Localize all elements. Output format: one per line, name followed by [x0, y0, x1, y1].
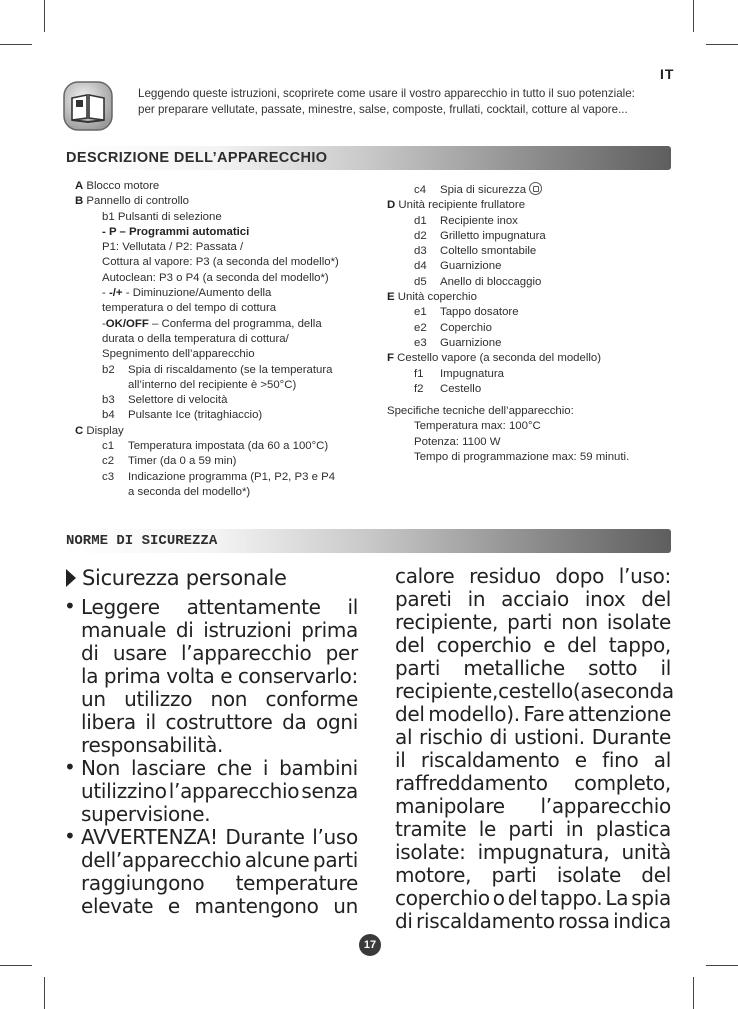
description-text: Cestello vapore (a seconda del modello)	[393, 352, 602, 365]
word: manuale	[81, 618, 167, 642]
word: manipolare	[395, 794, 505, 818]
description-text: Timer (da 0 a 59 min)	[128, 455, 237, 468]
text-line	[395, 772, 671, 795]
safety-left-column	[81, 596, 358, 918]
word: coperchio	[395, 886, 490, 910]
word: non	[210, 687, 248, 711]
word: al	[653, 748, 671, 772]
word: per	[325, 641, 358, 665]
text-line	[395, 795, 671, 818]
component-letter: E	[387, 291, 395, 304]
text-line	[395, 634, 671, 657]
word: (a	[572, 679, 593, 703]
word: un	[81, 687, 106, 711]
word: elevate	[81, 894, 154, 918]
description-text: Guarnizione	[440, 260, 502, 273]
component-code: d2	[414, 229, 427, 242]
description-right-column	[387, 182, 687, 397]
word: il	[145, 710, 156, 734]
bullet-icon: •	[64, 824, 76, 848]
word: del	[395, 702, 425, 726]
text-line	[81, 596, 358, 619]
component-letter: F	[387, 352, 394, 365]
bold-label: -/+	[108, 287, 123, 300]
word: dopo	[555, 564, 605, 588]
component-code: d5	[414, 275, 427, 288]
word: cestello	[498, 679, 573, 703]
word: il	[347, 595, 358, 619]
word: La	[605, 886, 629, 910]
word: parti	[491, 863, 537, 887]
word: isolate:	[395, 840, 466, 864]
text-line	[395, 887, 671, 910]
section-bar-description	[62, 146, 671, 170]
word: del	[641, 863, 671, 887]
word: spia	[631, 886, 671, 910]
component-code: d1	[414, 214, 427, 227]
description-row	[387, 336, 687, 351]
word: isolate	[556, 863, 621, 887]
description-row	[75, 424, 375, 439]
description-row	[75, 179, 375, 194]
word: modello).	[428, 702, 520, 726]
word: l’apparecchio	[540, 794, 671, 818]
intro-line: Leggendo queste istruzioni, scoprirete come usare il vostro apparecchio in tutto il suo potenziale:	[138, 87, 635, 100]
component-code: e2	[414, 321, 427, 334]
word: i	[262, 756, 269, 780]
word: indica	[613, 909, 671, 933]
word: attenzione	[567, 702, 671, 726]
text-line	[395, 657, 671, 680]
word: prima	[301, 618, 358, 642]
word: rossa	[558, 909, 610, 933]
word: conforme	[265, 687, 358, 711]
bold-label: OK/OFF	[105, 317, 149, 330]
description-text: Spia di sicurezza	[440, 184, 527, 196]
bold-label: - P – Programmi automatici	[102, 225, 250, 238]
word: ustioni.	[513, 725, 585, 749]
description-text: Cestello	[440, 382, 482, 395]
word: l’uso:	[618, 564, 671, 588]
word: fino	[602, 748, 639, 772]
prefix: -	[102, 317, 106, 330]
text-line	[81, 642, 358, 665]
safety-heading-text: Sicurezza personale	[82, 566, 287, 590]
description-row	[75, 240, 375, 255]
component-code: b2	[102, 363, 115, 376]
word: sotto	[588, 656, 638, 680]
text-line	[81, 849, 358, 872]
crop-mark	[44, 0, 45, 32]
component-code: e3	[414, 336, 427, 349]
word: parti	[508, 817, 554, 841]
description-row	[75, 271, 375, 286]
word: senza	[301, 779, 358, 803]
description-row	[387, 229, 687, 244]
word: Durante	[591, 725, 671, 749]
crop-mark	[693, 977, 694, 1009]
crop-mark	[0, 44, 32, 45]
description-text: Temperatura impostata (da 60 a 100°C)	[128, 440, 329, 453]
word: e	[574, 748, 587, 772]
description-row	[75, 332, 375, 347]
word: la	[81, 664, 99, 688]
description-row	[387, 259, 687, 274]
word: tappo.	[540, 886, 603, 910]
word: dell’apparecchio	[81, 848, 242, 872]
intro-text	[138, 86, 678, 117]
word: di	[175, 618, 194, 642]
triangle-bullet-icon	[66, 569, 76, 587]
word: attentamente	[186, 595, 321, 619]
section-title: NORME DI SICUREZZA	[66, 533, 218, 549]
text-line	[395, 726, 671, 749]
description-row	[75, 485, 375, 500]
word: usare	[112, 641, 167, 665]
word: di	[81, 641, 99, 665]
text-line	[395, 679, 674, 703]
word: motore,	[395, 863, 472, 887]
word: parti	[395, 656, 441, 680]
text-line	[81, 895, 358, 918]
word: del	[395, 633, 425, 657]
word: parti	[312, 848, 358, 872]
description-row	[75, 301, 375, 316]
component-code: f1	[414, 367, 424, 380]
description-text: Unità coperchio	[394, 291, 477, 304]
component-code: f2	[414, 382, 424, 395]
text-line	[81, 757, 358, 780]
word: recipiente,	[395, 679, 499, 703]
word: che	[216, 756, 252, 780]
text-line	[395, 841, 671, 864]
word: metalliche	[463, 656, 565, 680]
word: pareti	[395, 587, 452, 611]
spec-item: Temperatura max: 100°C	[414, 420, 541, 433]
word: non	[561, 610, 598, 634]
word: prima	[103, 664, 161, 688]
word: di	[489, 725, 508, 749]
description-text: Tappo dosatore	[440, 306, 519, 319]
text-line	[81, 826, 358, 849]
description-text: Pannello di controllo	[83, 195, 189, 208]
component-code: c4	[414, 184, 427, 196]
word: lasciare	[131, 756, 206, 780]
description-row	[387, 275, 687, 290]
word: il	[395, 748, 406, 772]
word: al	[395, 725, 413, 749]
word: del	[641, 587, 671, 611]
spec-item: Potenza: 1100 W	[414, 435, 501, 448]
component-code: e1	[414, 306, 427, 319]
description-row	[75, 363, 375, 378]
description-row	[387, 367, 687, 382]
word: Durante	[225, 825, 305, 849]
section-bar-safety	[62, 529, 671, 553]
word: istruzioni	[203, 618, 292, 642]
description-text: Impugnatura	[440, 367, 504, 380]
description-text: Spegnimento dell’apparecchio	[102, 348, 255, 361]
word: tappo,	[608, 633, 671, 657]
word: inox	[584, 587, 626, 611]
description-text: – Conferma del programma, della	[148, 317, 322, 330]
description-row	[387, 321, 687, 336]
word: Leggere	[81, 595, 160, 619]
word: rischio	[419, 725, 483, 749]
description-row	[387, 198, 687, 213]
component-code: b4	[102, 409, 115, 422]
description-row	[387, 351, 687, 366]
description-text: Pulsante Ice (tritaghiaccio)	[128, 409, 263, 422]
word: del	[567, 633, 597, 657]
text-line	[81, 688, 358, 711]
description-row	[75, 317, 375, 332]
word: libera	[81, 710, 136, 734]
word: l’uso	[312, 825, 358, 849]
text-line	[81, 872, 358, 895]
description-text: Coltello smontabile	[440, 245, 537, 258]
text-line	[81, 780, 358, 803]
text-line	[395, 864, 671, 887]
description-text: a seconda del modello*)	[128, 485, 251, 498]
component-code: b3	[102, 394, 115, 407]
word: utilizzo	[124, 687, 193, 711]
description-text: Grilletto impugnatura	[440, 229, 546, 242]
component-code: c3	[102, 470, 115, 483]
description-text: all’interno del recipiente è >50°C)	[128, 378, 297, 391]
word: e	[543, 633, 556, 657]
description-text: Spia di riscaldamento (se la temperatura	[128, 363, 333, 376]
page-number: 17	[359, 934, 381, 956]
safety-right-column	[395, 564, 674, 933]
word: unità	[621, 840, 671, 864]
word: parti	[507, 610, 553, 634]
description-row	[75, 210, 375, 225]
word: calore	[395, 564, 455, 588]
word: del	[507, 886, 538, 910]
crop-mark	[706, 965, 738, 966]
specs-title: Specifiche tecniche dell’apparecchio:	[387, 405, 574, 417]
description-text: Selettore di velocità	[128, 394, 228, 407]
description-text: Autoclean: P3 o P4 (a seconda del modello*)	[102, 271, 329, 284]
safety-heading	[66, 566, 287, 590]
word: plastica	[595, 817, 671, 841]
word: temperature	[235, 871, 358, 895]
word: completo,	[573, 771, 671, 795]
description-left-column	[75, 179, 375, 500]
word: isolate	[606, 610, 671, 634]
word: ogni	[316, 710, 358, 734]
description-text: P1: Vellutata / P2: Passata /	[102, 241, 244, 254]
text-line	[395, 588, 671, 611]
word: recipiente,	[395, 610, 499, 634]
word: alcune	[244, 848, 310, 872]
language-code: IT	[660, 66, 675, 82]
word: responsabilità.	[81, 733, 224, 757]
description-row	[75, 470, 375, 485]
word: il	[660, 656, 671, 680]
description-row	[75, 454, 375, 469]
word: costruttore	[165, 710, 273, 734]
description-row	[75, 378, 375, 393]
component-letter: D	[387, 199, 396, 212]
description-text: Cottura al vapore: P3 (a seconda del modello*)	[102, 256, 339, 269]
section-title: DESCRIZIONE DELL’APPARECCHIO	[66, 150, 328, 166]
word: seconda	[592, 679, 674, 703]
word: bambini	[279, 756, 358, 780]
text-line	[395, 910, 671, 933]
component-letter: C	[75, 424, 84, 437]
component-letter: A	[75, 180, 84, 192]
description-row	[387, 305, 687, 320]
text-line	[395, 749, 671, 772]
description-row	[387, 290, 687, 305]
text-line	[81, 665, 358, 688]
component-code: c2	[102, 455, 115, 468]
description-row	[75, 286, 375, 301]
description-row	[387, 382, 687, 397]
description-text: b1 Pulsanti di selezione	[102, 210, 222, 223]
manual-book-icon	[62, 80, 114, 132]
description-row	[75, 393, 375, 408]
word: conservarlo:	[237, 664, 358, 688]
lock-icon	[529, 182, 542, 195]
component-letter: B	[75, 195, 84, 208]
text-line	[395, 565, 671, 588]
description-text: durata o della temperatura di cottura/	[102, 332, 289, 345]
specs-block	[387, 404, 629, 465]
bullet-icon: •	[64, 755, 76, 779]
text-line	[395, 818, 671, 841]
word: l’apparecchio	[168, 779, 300, 803]
word: acciaio	[501, 587, 569, 611]
description-text: Unità recipiente frullatore	[395, 199, 526, 212]
description-text: Coperchio	[440, 321, 492, 334]
word: coperchio	[436, 633, 532, 657]
word: l’apparecchio	[180, 641, 312, 665]
word: AVVERTENZA!	[81, 825, 218, 849]
description-row	[387, 244, 687, 259]
word: un	[333, 894, 358, 918]
word: tramite	[395, 817, 467, 841]
text-line	[81, 803, 358, 826]
word: utilizzino	[81, 779, 167, 803]
spec-item: Tempo di programmazione max: 59 minuti.	[414, 450, 630, 463]
word: raffreddamento	[395, 771, 548, 795]
description-row	[75, 225, 375, 240]
bullet-icon: •	[64, 594, 76, 618]
description-text: Blocco motore	[83, 180, 160, 192]
text-line	[395, 611, 671, 634]
component-code: d4	[414, 260, 427, 273]
description-row	[75, 194, 375, 209]
text-line	[395, 703, 671, 726]
description-text: Guarnizione	[440, 336, 502, 349]
description-text: Recipiente inox	[440, 214, 518, 227]
description-row	[75, 408, 375, 423]
word: in	[467, 587, 486, 611]
word: in	[565, 817, 584, 841]
word: Non	[81, 756, 120, 780]
word: e	[167, 894, 180, 918]
word: o	[492, 886, 505, 910]
word: supervisione.	[81, 802, 211, 826]
description-row	[75, 439, 375, 454]
text-line	[81, 619, 358, 642]
description-text: temperatura o del tempo di cottura	[102, 302, 277, 315]
word: volta	[166, 664, 215, 688]
crop-mark	[693, 0, 694, 32]
word: da	[282, 710, 307, 734]
component-code: d3	[414, 245, 427, 258]
word: e	[220, 664, 233, 688]
word: raggiungono	[81, 871, 205, 895]
word: riscaldamento	[420, 748, 560, 772]
description-row	[387, 182, 687, 198]
word: Fare	[523, 702, 565, 726]
text-line	[81, 711, 358, 734]
description-row	[75, 347, 375, 362]
prefix: -	[102, 287, 109, 300]
description-text: Indicazione programma (P1, P2, P3 e P4	[128, 470, 336, 483]
word: mantengono	[194, 894, 319, 918]
crop-mark	[0, 965, 32, 966]
word: di	[395, 909, 413, 933]
word: le	[478, 817, 497, 841]
crop-mark	[706, 44, 738, 45]
description-text: Anello di bloccaggio	[440, 275, 542, 288]
component-code: c1	[102, 440, 115, 453]
description-row	[387, 214, 687, 229]
text-line	[81, 734, 358, 757]
crop-mark	[44, 977, 45, 1009]
description-text: - Diminuzione/Aumento della	[122, 287, 272, 300]
word: impugnatura,	[477, 840, 610, 864]
description-text: Display	[83, 424, 124, 437]
description-row	[75, 255, 375, 270]
intro-line: per preparare vellutate, passate, minestre, salse, composte, frullati, cocktail, cotture al vapore...	[138, 102, 628, 116]
word: riscaldamento	[416, 909, 555, 933]
word: residuo	[469, 564, 541, 588]
